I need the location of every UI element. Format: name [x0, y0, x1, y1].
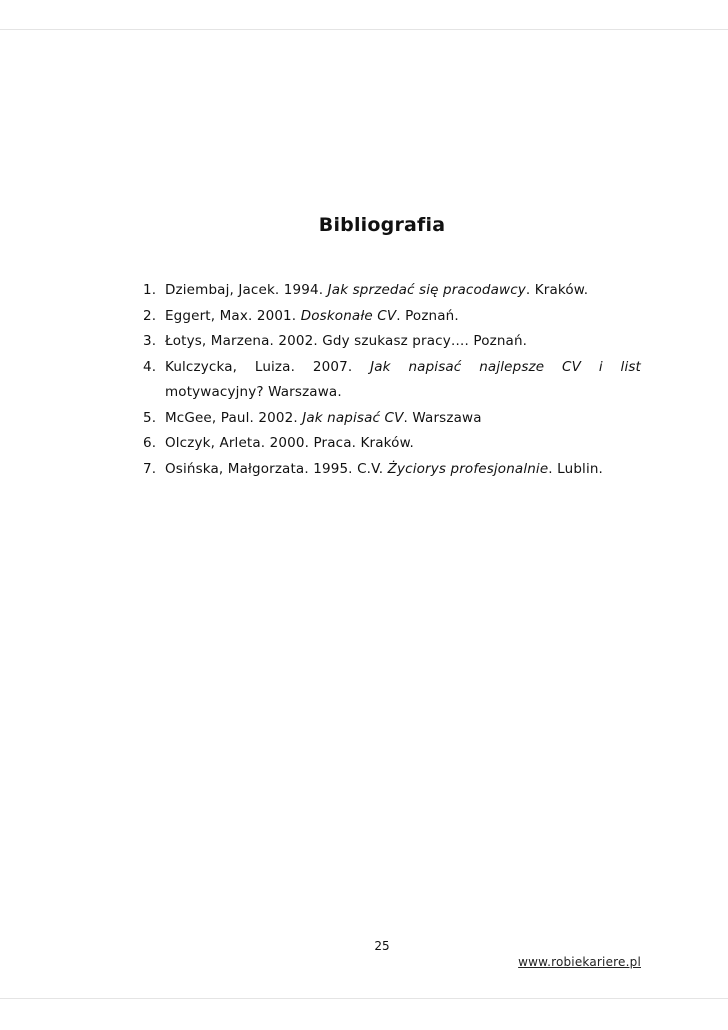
bibliography-entry-7: [143, 457, 641, 483]
entry-place: . Warszawa: [403, 409, 482, 426]
entry-place: . Lublin.: [548, 460, 603, 477]
bibliography-entry-2: [143, 304, 641, 330]
entry-title: Jak sprzedać się pracodawcy: [327, 282, 526, 298]
entry-line-1: [165, 355, 641, 381]
entry-title: Doskonałe CV: [300, 307, 397, 324]
entry-place: Warszawa.: [263, 384, 342, 400]
entry-line-2: [165, 380, 641, 406]
entry-place: . Poznań.: [396, 307, 459, 324]
entry-number: 1.: [143, 282, 157, 298]
bibliography-entry-6: [143, 431, 641, 457]
entry-author-year: Osińska, Małgorzata. 1995. C.V.: [165, 460, 388, 477]
entry-number: 2.: [143, 307, 157, 324]
bibliography-entry-3: [143, 329, 641, 355]
entry-title-part-1: Jak napisać najlepsze CV i list: [370, 358, 641, 375]
page-bottom-edge: [0, 998, 728, 999]
bibliography-list: [143, 278, 641, 482]
entry-title: Jak napisać CV: [302, 409, 404, 426]
page-title: Bibliografia: [318, 214, 446, 236]
entry-number: 7.: [143, 460, 157, 477]
bibliography-entry-4: [143, 355, 641, 406]
entry-number: 5.: [143, 409, 157, 426]
entry-text: Olczyk, Arleta. 2000. Praca. Kraków.: [165, 435, 414, 451]
entry-number: 3.: [143, 333, 157, 349]
bibliography-entry-1: [143, 278, 641, 304]
entry-number: 4.: [143, 358, 157, 375]
entry-title: Życiorys profesjonalnie: [387, 460, 549, 477]
entry-author-year: Dziembaj, Jacek. 1994.: [165, 282, 328, 298]
entry-author-year: Kulczycka, Luiza. 2007.: [165, 358, 371, 375]
entry-place: . Kraków.: [525, 282, 589, 298]
entry-number: 6.: [143, 435, 157, 451]
bibliography-entry-5: [143, 406, 641, 432]
website-link[interactable]: www.robiekariere.pl: [518, 955, 641, 969]
page-number: 25: [374, 939, 390, 953]
entry-author-year: Eggert, Max. 2001.: [165, 307, 301, 324]
entry-title-part-2: motywacyjny?: [165, 384, 264, 400]
entry-author-year: McGee, Paul. 2002.: [165, 409, 303, 426]
entry-text: Łotys, Marzena. 2002. Gdy szukasz pracy…. Poznań.: [165, 333, 528, 349]
